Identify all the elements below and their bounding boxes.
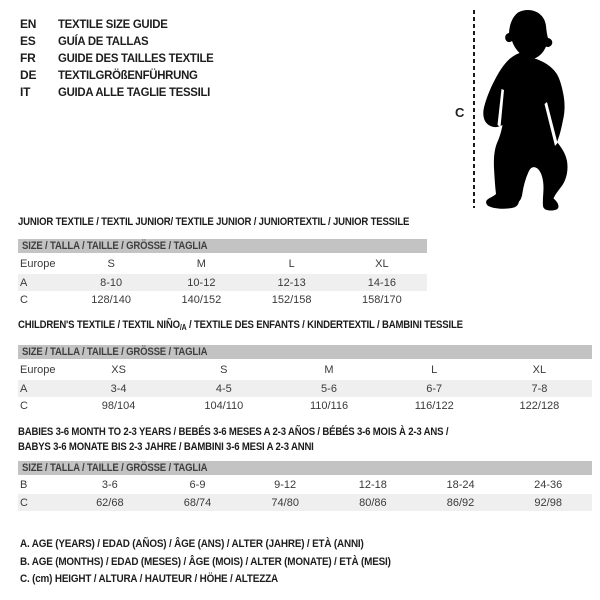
size-header-label: SIZE / TALLA / TAILLE / GRÖSSE / TAGLIA xyxy=(22,346,208,358)
table-cell: 12-18 xyxy=(358,478,387,491)
table-cell: 98/104 xyxy=(101,399,136,412)
table-cell: 140/152 xyxy=(181,293,222,306)
size-header-bar xyxy=(18,345,592,359)
row-label: C xyxy=(20,293,28,306)
table-cell: L xyxy=(288,257,295,270)
babies-title-line2: BABYS 3-6 MONATE BIS 2-3 JAHRE / BAMBINI 3-6 MESI A 2-3 ANNI xyxy=(18,441,314,453)
table-cell: XL xyxy=(375,257,389,270)
table-cell: S xyxy=(107,257,115,270)
footnote-height: C. (cm) HEIGHT / ALTURA / HAUTEUR / HÖHE / ALTEZZA xyxy=(20,573,278,585)
language-code: ES xyxy=(20,33,36,48)
language-row xyxy=(20,15,222,32)
table-cell: 12-13 xyxy=(277,276,306,289)
table-cell: 74/80 xyxy=(271,496,299,509)
guide-title: TEXTILGRÖßENFÜHRUNG xyxy=(58,67,198,82)
table-cell: M xyxy=(196,257,206,270)
junior-section-title: JUNIOR TEXTILE / TEXTIL JUNIOR/ TEXTILE JUNIOR / JUNIORTEXTIL / JUNIOR TESSILE xyxy=(18,216,410,228)
language-row xyxy=(20,32,222,49)
size-header-bar xyxy=(18,461,592,475)
row-label: Europe xyxy=(20,363,56,376)
table-cell: S xyxy=(220,363,228,376)
size-header-bar xyxy=(18,239,427,253)
table-cell: XL xyxy=(532,363,547,376)
table-cell: 24-36 xyxy=(534,478,563,491)
toddler-silhouette-icon xyxy=(482,6,578,214)
language-title-list xyxy=(20,15,222,100)
table-cell: 3-4 xyxy=(110,382,127,395)
table-row-age xyxy=(18,380,592,397)
table-cell: 122/128 xyxy=(519,399,560,412)
size-header-label: SIZE / TALLA / TAILLE / GRÖSSE / TAGLIA xyxy=(22,240,208,252)
junior-size-table xyxy=(18,239,427,308)
guide-title: GUIDA ALLE TAGLIE TESSILI xyxy=(58,84,211,99)
table-cell: 14-16 xyxy=(367,276,396,289)
language-code: EN xyxy=(20,16,37,31)
guide-title: GUIDE DES TAILLES TEXTILE xyxy=(58,50,214,65)
babies-title-line1: BABIES 3-6 MONTH TO 2-3 YEARS / BEBÉS 3-6 MESES A 2-3 AÑOS / BÉBÉS 3-6 MOIS À 2-3 ANS / xyxy=(18,426,449,438)
row-label: C xyxy=(20,496,28,509)
table-cell: 10-12 xyxy=(187,276,216,289)
table-cell: 5-6 xyxy=(321,382,337,395)
table-cell: 3-6 xyxy=(101,478,118,491)
table-cell: 116/122 xyxy=(414,399,454,412)
table-cell: 110/116 xyxy=(309,399,349,412)
row-label: A xyxy=(20,276,28,289)
table-cell: 152/158 xyxy=(271,293,312,306)
babies-section-title xyxy=(18,425,448,455)
table-cell: M xyxy=(324,363,334,376)
footnote-age-months: B. AGE (MONTHS) / EDAD (MESES) / ÂGE (MOIS) / ALTER (MONATE) / ETÀ (MESI) xyxy=(20,555,391,568)
row-label: C xyxy=(20,399,28,412)
table-cell: 7-8 xyxy=(531,382,548,395)
row-label: Europe xyxy=(20,257,56,270)
height-measure-dashed-line xyxy=(473,10,475,208)
table-row-height xyxy=(18,397,592,414)
table-cell: 4-5 xyxy=(215,382,232,395)
children-size-table xyxy=(18,345,592,414)
language-code: FR xyxy=(20,50,36,65)
children-title-part: CHILDREN'S TEXTILE / TEXTIL NIÑO xyxy=(18,319,180,331)
language-row xyxy=(20,66,222,83)
table-cell: 18-24 xyxy=(446,478,475,491)
table-cell: 92/98 xyxy=(534,496,562,509)
children-title-part: / TEXTILE DES ENFANTS / KINDERTEXTIL / BAMBINI TESSILE xyxy=(186,319,463,331)
table-cell: 86/92 xyxy=(446,496,475,509)
table-cell: 80/86 xyxy=(359,496,387,509)
table-row-europe xyxy=(18,359,592,380)
table-cell: 158/170 xyxy=(361,293,402,306)
table-cell: 128/140 xyxy=(91,293,131,306)
table-row-age-months xyxy=(18,475,592,494)
row-label: B xyxy=(20,478,28,491)
table-cell: 104/110 xyxy=(204,399,244,412)
table-cell: XS xyxy=(111,363,126,376)
guide-title: TEXTILE SIZE GUIDE xyxy=(58,16,168,31)
table-cell: L xyxy=(431,363,438,376)
table-row-europe xyxy=(18,253,427,274)
children-section-title xyxy=(18,318,463,335)
table-cell: 9-12 xyxy=(274,478,297,491)
language-row xyxy=(20,83,222,100)
language-code: DE xyxy=(20,67,37,82)
size-header-label: SIZE / TALLA / TAILLE / GRÖSSE / TAGLIA xyxy=(22,462,208,474)
guide-title: GUÍA DE TALLAS xyxy=(58,33,149,48)
babies-size-table xyxy=(18,461,592,511)
table-cell: 6-9 xyxy=(189,478,206,491)
language-row xyxy=(20,49,222,66)
table-cell: 62/68 xyxy=(96,496,124,509)
table-row-age xyxy=(18,274,427,291)
footnote-age-years: A. AGE (YEARS) / EDAD (AÑOS) / ÂGE (ANS) / ALTER (JAHRE) / ETÀ (ANNI) xyxy=(20,538,364,550)
language-code: IT xyxy=(20,84,31,99)
height-measure-label: C xyxy=(455,105,465,120)
table-cell: 6-7 xyxy=(426,382,443,395)
children-title-subscript: /A xyxy=(179,323,187,332)
row-label: A xyxy=(20,382,28,395)
table-row-height xyxy=(18,291,427,308)
legend-footnotes xyxy=(20,536,432,589)
table-cell: 8-10 xyxy=(100,276,123,289)
table-cell: 68/74 xyxy=(183,496,212,509)
table-row-height xyxy=(18,494,592,511)
